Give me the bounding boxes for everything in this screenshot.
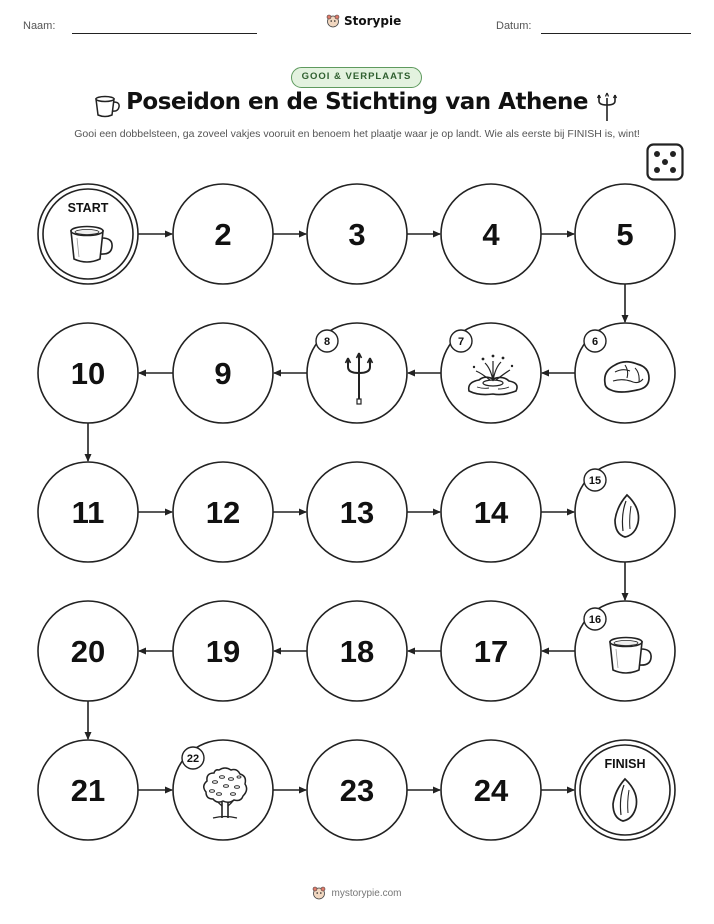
space-number-badge: 22	[186, 753, 200, 765]
space-number-badge: 7	[457, 336, 465, 348]
board-space-5[interactable]	[575, 184, 675, 284]
space-number: 23	[339, 773, 375, 808]
space-number: 17	[473, 634, 509, 669]
rock-icon	[605, 362, 649, 392]
space-number: 24	[473, 773, 509, 808]
space-number: 20	[70, 634, 106, 669]
board-space-7[interactable]	[441, 323, 541, 423]
space-number: 12	[205, 495, 241, 530]
space-number: 14	[473, 495, 509, 530]
board-space-15[interactable]	[575, 462, 675, 562]
space-number: 4	[482, 217, 500, 252]
instructions-text: Gooi een dobbelsteen, ga zoveel vakjes vooruit en benoem het plaatje waar je op landt. Wie als eerste bij FINISH is, wint!	[74, 128, 640, 140]
activity-badge: GOOI & VERPLAATS	[291, 67, 422, 88]
board-space-18[interactable]	[307, 601, 407, 701]
space-number: 11	[71, 495, 105, 530]
board-space-14[interactable]	[441, 462, 541, 562]
space-number-badge: 15	[588, 475, 602, 487]
space-number: 21	[70, 773, 106, 808]
name-label: Naam:	[23, 20, 56, 32]
board-space-20[interactable]	[38, 601, 138, 701]
space-number: 18	[339, 634, 375, 669]
space-number-badge: 8	[323, 336, 331, 348]
board-space-25[interactable]	[575, 740, 675, 840]
space-number-badge: 6	[591, 336, 599, 348]
board-space-16[interactable]	[575, 601, 675, 701]
space-number: 9	[214, 356, 232, 391]
board-space-22[interactable]	[173, 740, 273, 840]
board-space-3[interactable]	[307, 184, 407, 284]
space-number: 10	[70, 356, 106, 391]
board-space-6[interactable]	[575, 323, 675, 423]
space-number: 2	[214, 217, 232, 252]
board-space-1[interactable]	[38, 184, 138, 284]
space-number-badge: 16	[588, 614, 602, 626]
board-space-21[interactable]	[38, 740, 138, 840]
board-space-4[interactable]	[441, 184, 541, 284]
board-space-9[interactable]	[173, 323, 273, 423]
space-number: 3	[348, 217, 366, 252]
space-number: 19	[205, 634, 241, 669]
space-number: 5	[616, 217, 634, 252]
board-space-8[interactable]	[307, 323, 407, 423]
page-title: Poseidon en de Stichting van Athene	[126, 89, 588, 115]
footer-url[interactable]: mystorypie.com	[331, 887, 402, 899]
board-space-23[interactable]	[307, 740, 407, 840]
space-number: 13	[339, 495, 375, 530]
board-space-10[interactable]	[38, 323, 138, 423]
board-space-24[interactable]	[441, 740, 541, 840]
board-space-11[interactable]	[38, 462, 138, 562]
brand-name: Storypie	[344, 14, 402, 28]
mascot-icon	[312, 886, 326, 900]
board-space-17[interactable]	[441, 601, 541, 701]
finish-label: FINISH	[604, 757, 646, 771]
footer	[0, 886, 714, 900]
board-space-19[interactable]	[173, 601, 273, 701]
board-space-2[interactable]	[173, 184, 273, 284]
board-space-12[interactable]	[173, 462, 273, 562]
date-label: Datum:	[496, 20, 532, 32]
start-label: START	[67, 201, 109, 215]
board-space-13[interactable]	[307, 462, 407, 562]
